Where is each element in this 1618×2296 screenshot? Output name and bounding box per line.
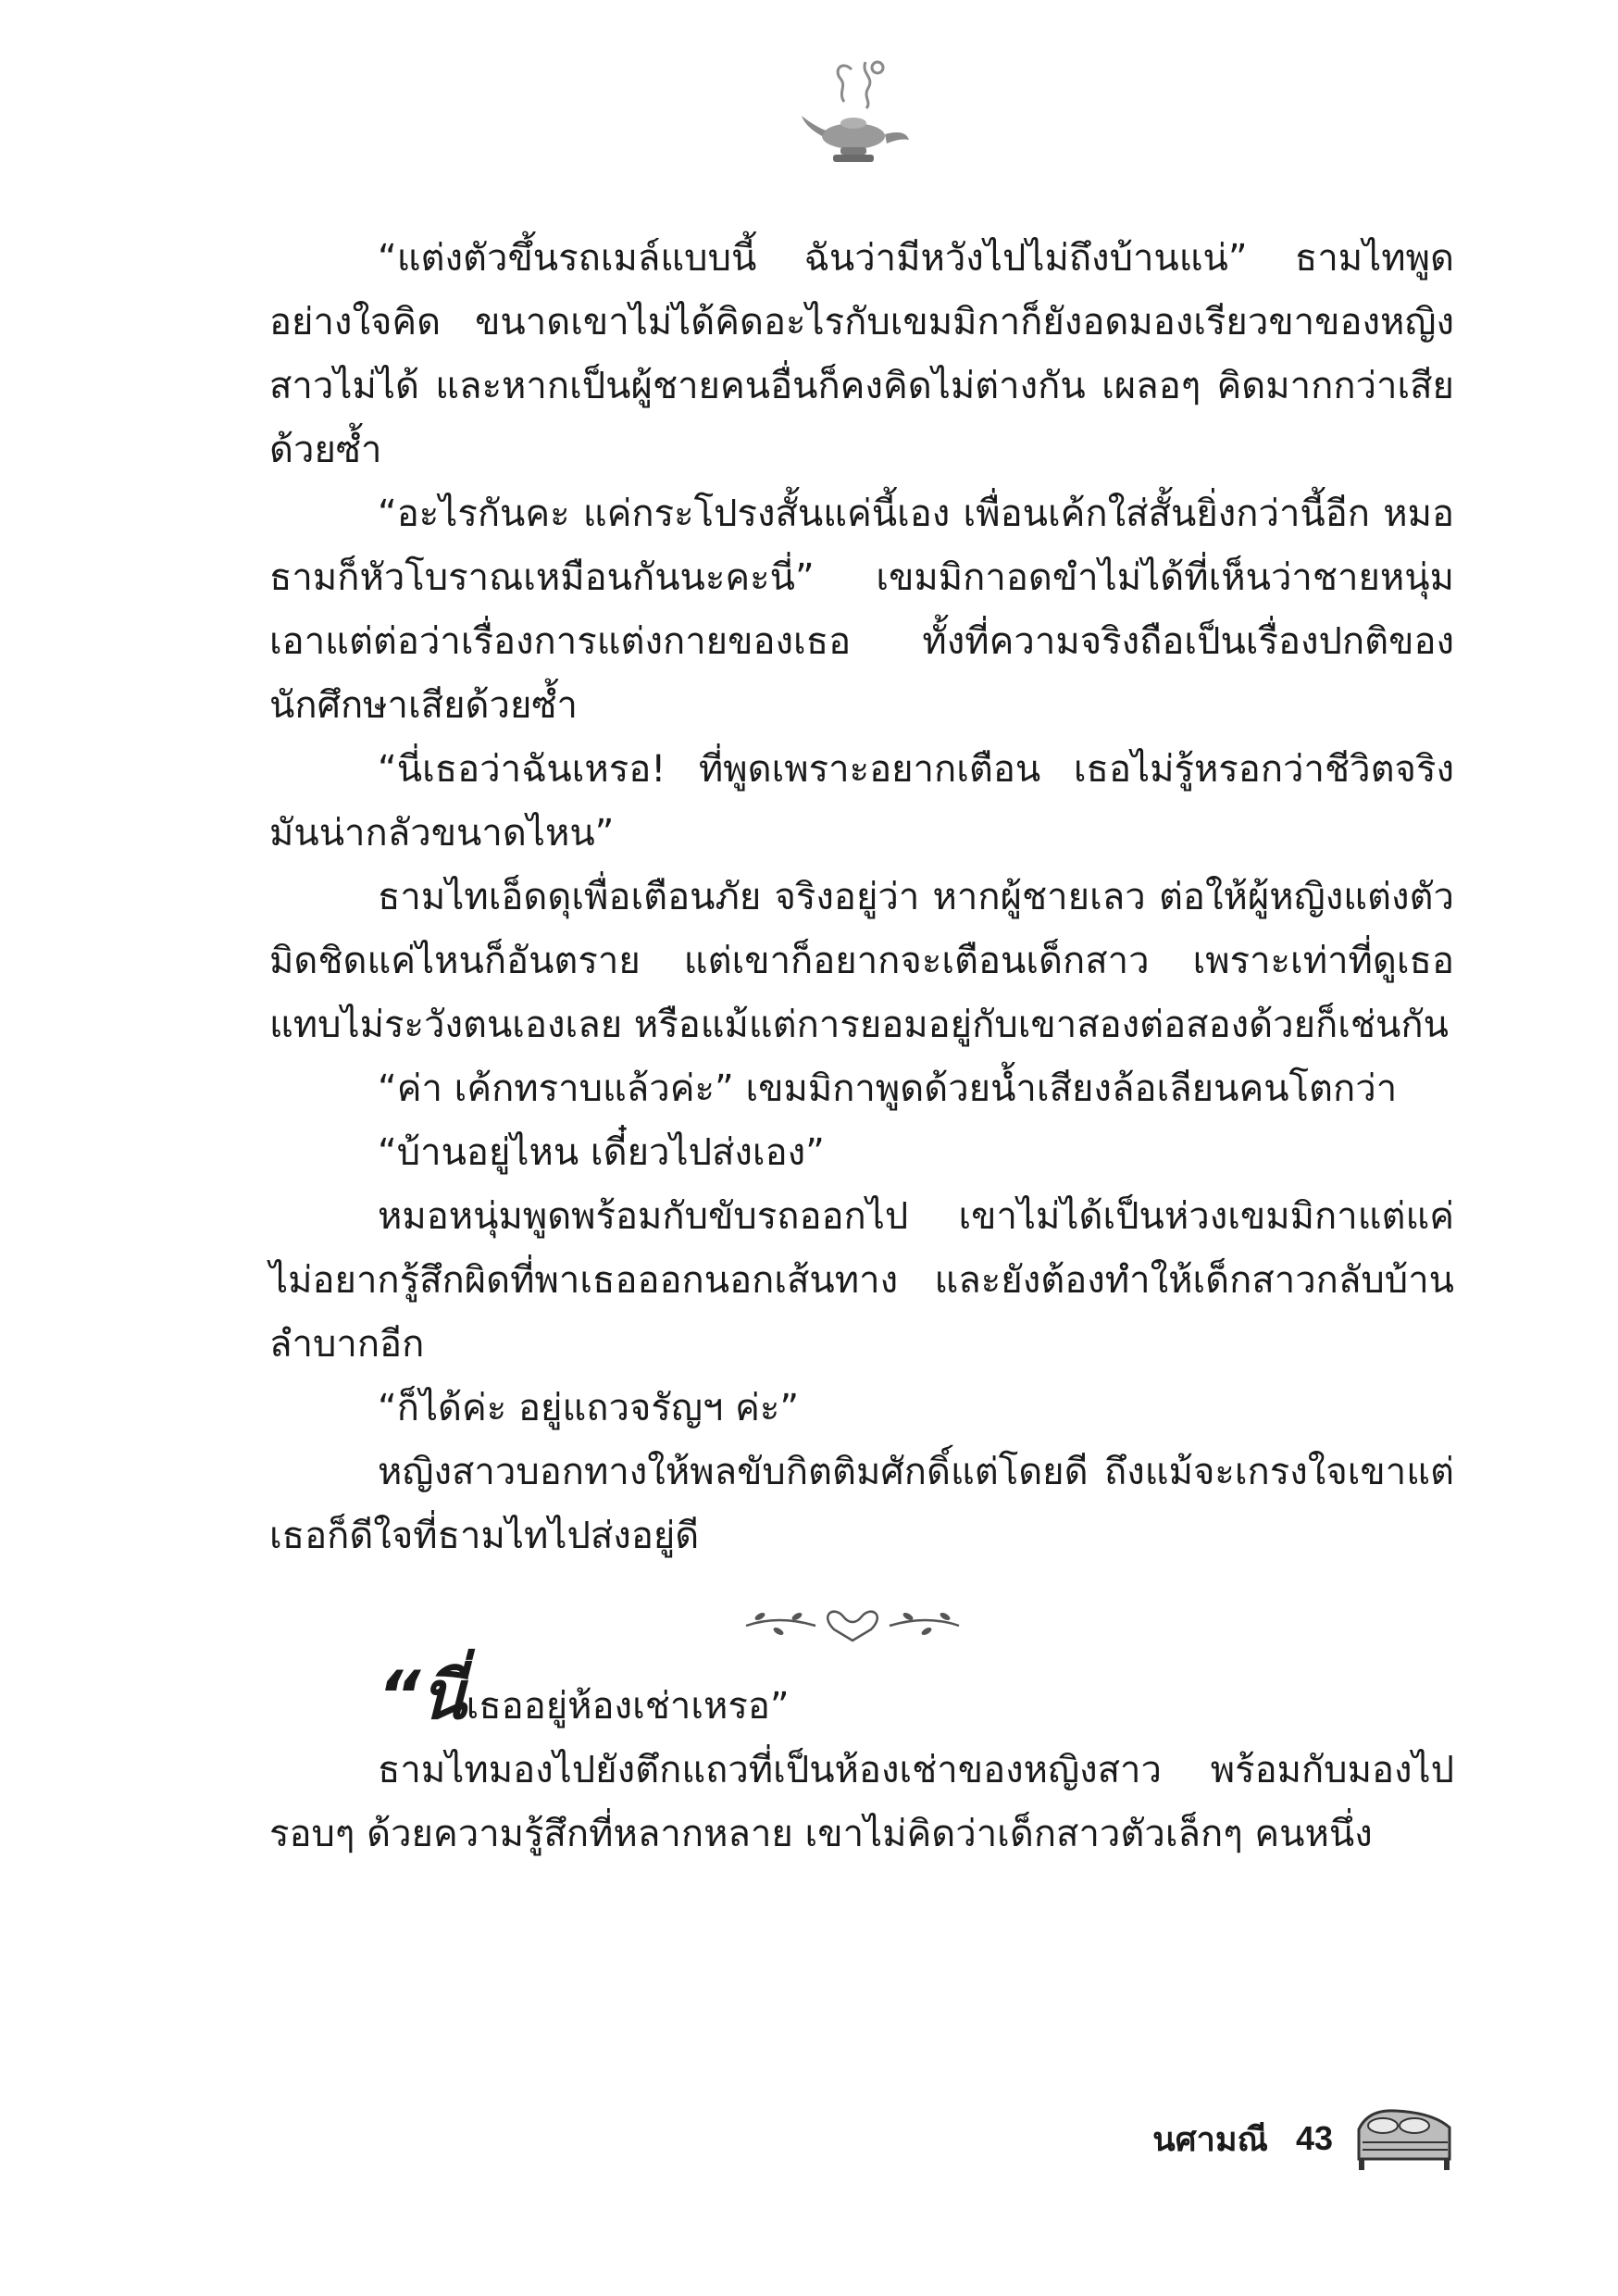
dropcap: “นี่ — [378, 1656, 467, 1734]
book-title: นศามณี — [1152, 2120, 1268, 2159]
paragraph: ธามไทเอ็ดดุเพื่อเตือนภัย จริงอยู่ว่า หากผู้ชายเลว ต่อให้ผู้หญิงแต่งตัวมิดชิดแค่ไหนก็อันตราย แต่เขาก็อยากจะเตือนเด็กสาว เพราะเท่าที่ดูเธอแทบไม่ระวังตนเองเลย หรือแม้แต่การยอมอยู่กับเขาสองต่อสองด้วยก็เช่นกัน — [269, 876, 1454, 1046]
section-opening-line — [269, 1656, 1454, 1739]
paragraph: “แต่งตัวขึ้นรถเมล์แบบนี้ ฉันว่ามีหวังไปไม่ถึงบ้านแน่” ธามไทพูดอย่างใจคิด ขนาดเขาไม่ได้คิดอะไรกับเขมมิกาก็ยังอดมองเรียวขาของหญิงสาวไม่ได้ และหากเป็นผู้ชายคนอื่นก็คงคิดไม่ต่างกัน เผลอๆ คิดมากกว่าเสียด้วยซ้ำ — [269, 237, 1454, 471]
opening-text: เธออยู่ห้องเช่าเหรอ” — [466, 1685, 790, 1728]
paragraph: “นี่เธอว่าฉันเหรอ! ที่พูดเพราะอยากเตือน เธอไม่รู้หรอกว่าชีวิตจริงมันน่ากลัวขนาดไหน” — [269, 748, 1454, 855]
paragraph: หญิงสาวบอกทางให้พลขับกิตติมศักดิ์แต่โดยดี ถึงแม้จะเกรงใจเขาแต่เธอก็ดีใจที่ธามไทไปส่งอยู่ดี — [269, 1451, 1454, 1557]
page-number: 43 — [1295, 2119, 1333, 2157]
page-footer — [1152, 2102, 1461, 2176]
text-column — [269, 227, 1454, 1866]
paragraph: “ก็ได้ค่ะ อยู่แถวจรัญฯ ค่ะ” — [378, 1387, 800, 1429]
section-divider — [269, 1568, 1454, 1675]
vine-heart-divider — [741, 1598, 964, 1644]
paragraph: “บ้านอยู่ไหน เดี๋ยวไปส่งเอง” — [378, 1131, 825, 1174]
paragraph: หมอหนุ่มพูดพร้อมกับขับรถออกไป เขาไม่ได้เป็นห่วงเขมมิกาแต่แค่ไม่อยากรู้สึกผิดที่พาเธอออกนอกเส้นทาง และยังต้องทำให้เด็กสาวกลับบ้านลำบากอีก — [269, 1195, 1454, 1366]
paragraph: “อะไรกันคะ แค่กระโปรงสั้นแค่นี้เอง เพื่อนเค้กใส่สั้นยิ่งกว่านี้อีก หมอธามก็หัวโบราณเหมือนกันนะคะนี่” เขมมิกาอดขำไม่ได้ที่เห็นว่าชายหนุ่มเอาแต่ต่อว่าเรื่องการแต่งกายของเธอ ทั้งที่ความจริงถือเป็นเรื่องปกติของนักศึกษาเสียด้วยซ้ำ — [269, 493, 1454, 727]
paragraph: “ค่า เค้กทราบแล้วค่ะ” เขมมิกาพูดด้วยน้ำเสียงล้อเลียนคนโตกว่า — [378, 1067, 1398, 1110]
paragraph: ธามไทมองไปยังตึกแถวที่เป็นห้องเช่าของหญิงสาว พร้อมกับมองไปรอบๆ ด้วยความรู้สึกที่หลากหลาย เขาไม่คิดว่าเด็กสาวตัวเล็กๆ คนหนึ่ง — [269, 1749, 1454, 1855]
magic-lamp-icon — [796, 51, 916, 171]
bed-icon — [1350, 2102, 1461, 2176]
